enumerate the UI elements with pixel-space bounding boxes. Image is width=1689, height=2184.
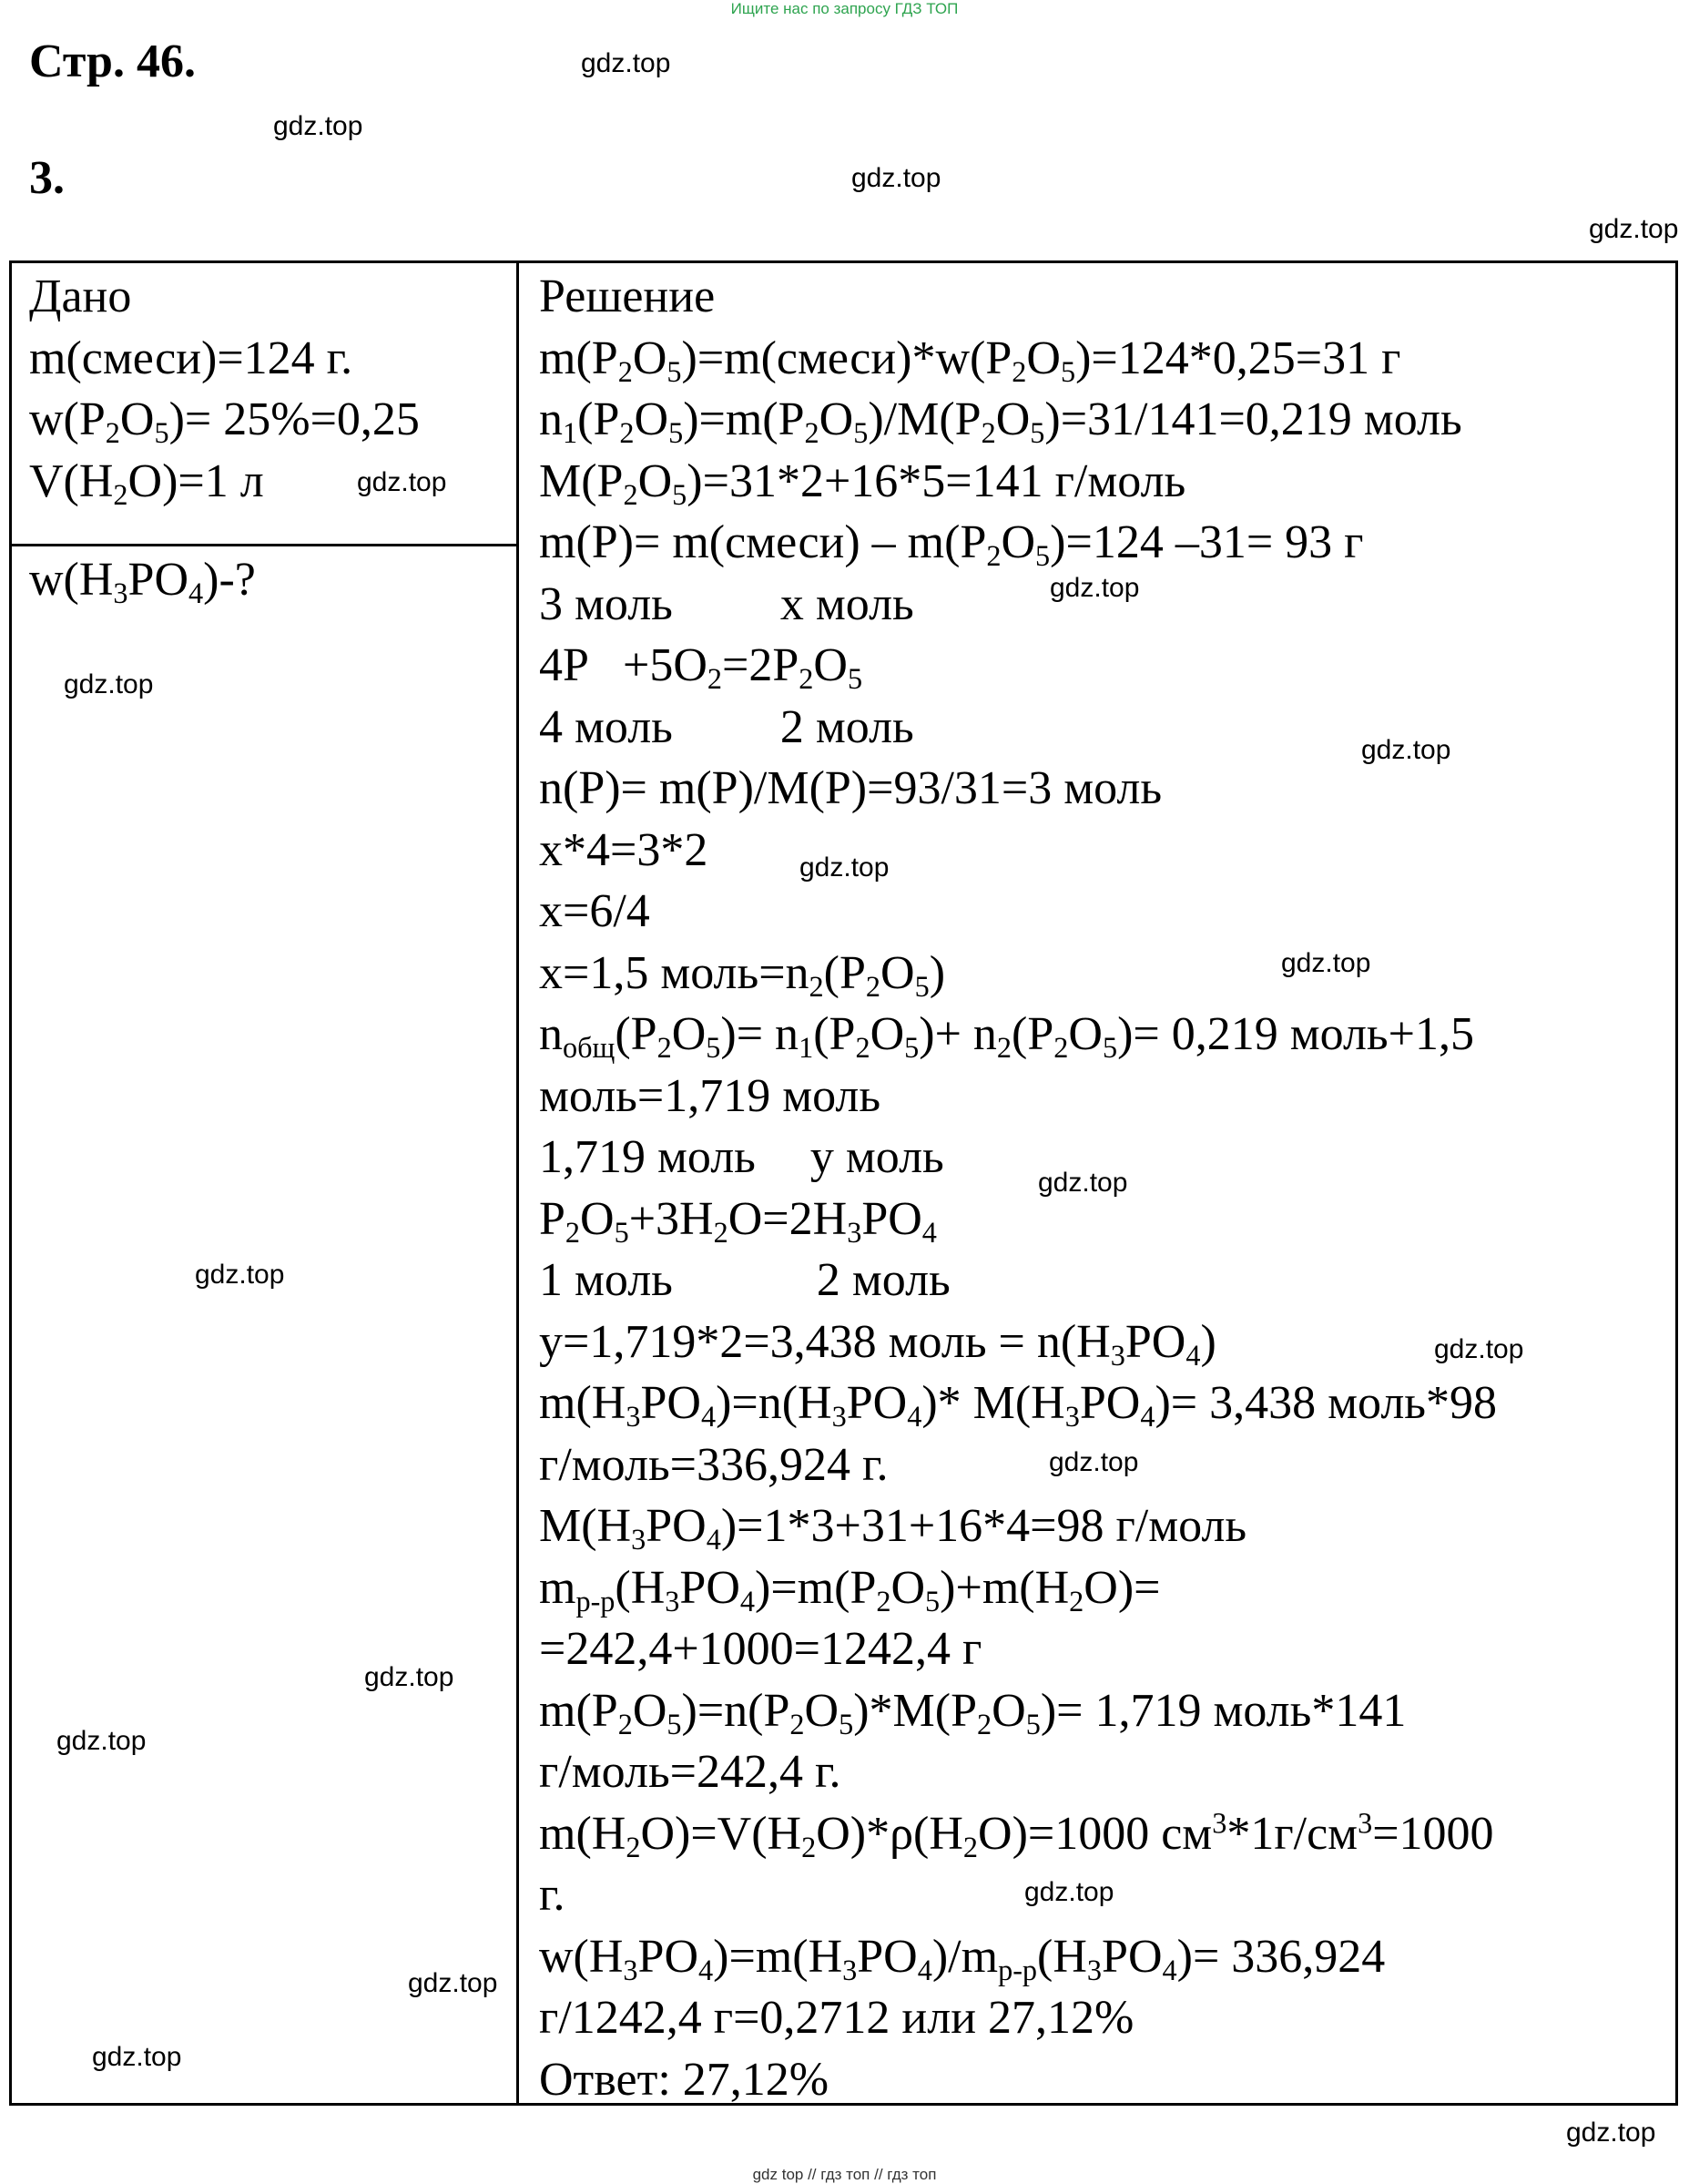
watermark: gdz.top	[408, 1968, 498, 1998]
watermark: gdz.top	[1589, 214, 1679, 244]
solution-line: 3 моль x моль	[539, 577, 914, 630]
given-mass-mixture: m(смеси)=124 г.	[29, 332, 353, 384]
watermark: gdz.top	[581, 48, 671, 78]
solution-line: 1,719 моль y моль	[539, 1131, 944, 1183]
watermark: gdz.top	[1361, 735, 1451, 765]
given-find-divider	[9, 544, 519, 546]
solution-line: x*4=3*2	[539, 823, 708, 876]
solution-line: моль=1,719 моль	[539, 1069, 881, 1122]
solution-heading: Решение	[539, 270, 716, 322]
watermark: gdz.top	[273, 111, 363, 141]
solution-line: $m(P_2O_5)=n(P_2O_5)*M(P_2O_5)= 1,719$ моль*141	[539, 1684, 1407, 1740]
watermark: gdz.top	[56, 1726, 147, 1756]
watermark: gdz.top	[1434, 1334, 1524, 1364]
solution-line: $P_2O_5+3H_2O=2H_3PO_4$	[539, 1192, 937, 1249]
watermark: gdz.top	[851, 163, 941, 193]
solution-line: $m(P_2O_5)=m(смеси)*w(P_2O_5)=124*0,25=31$ г	[539, 332, 1401, 388]
solution-line: $4P +5O_2=2P_2O_5$	[539, 639, 863, 696]
top-banner[interactable]: Ищите нас по запросу ГДЗ ТОП	[730, 0, 959, 17]
watermark: gdz.top	[1049, 1447, 1139, 1477]
solution-line: г/1242,4 г=0,2712 или 27,12%	[539, 1992, 1134, 2044]
task-number: 3.	[29, 152, 65, 204]
page-title: Стр. 46.	[29, 36, 196, 87]
footer-links[interactable]: gdz top // гдз топ // гдз топ	[752, 2166, 937, 2183]
solution-line: $m_{р-р}(H_3PO_4)=m(P_2O_5)+m(H_2O)=$	[539, 1561, 1161, 1618]
watermark: gdz.top	[195, 1260, 285, 1290]
solution-line: $m(H_3PO_4)=n(H_3PO_4)*$ $M(H_3PO_4)= 3,438$ моль*98	[539, 1377, 1497, 1434]
solution-line: n(P)= m(P)/M(P)=93/31=3 моль	[539, 762, 1163, 814]
solution-line: y=1,719*2=3,438 моль = $n(H_3PO_4)$	[539, 1315, 1216, 1372]
solution-line: m(P)= m(смеси) – $m(P_2O_5)=124$ –31= 93 г	[539, 516, 1364, 573]
given-water-volume: $V(H_2O)=1$ л	[29, 454, 264, 511]
watermark: gdz.top	[1038, 1168, 1128, 1198]
table-column-divider	[516, 260, 519, 2106]
given-mass-fraction: $w(P_2O_5)= 25\%=0,25$	[29, 393, 420, 450]
solution-line: $w(H_3PO_4)=m(H_3PO_4)/m_{р-р}(H_3PO_4)= 336,924$	[539, 1930, 1386, 1986]
solution-cell	[539, 266, 1664, 2110]
solution-line: г.	[539, 1869, 565, 1921]
find-cell	[29, 549, 256, 611]
find-unknown: $w(H_3PO_4)-$?	[29, 554, 256, 610]
watermark: gdz.top	[1566, 2118, 1656, 2148]
solution-line: г/моль=242,4 г.	[539, 1746, 841, 1798]
given-heading: Дано	[29, 270, 132, 322]
watermark: gdz.top	[357, 467, 447, 497]
solution-line: =242,4+1000=1242,4 г	[539, 1623, 982, 1675]
watermark: gdz.top	[92, 2042, 182, 2072]
solution-line: $n_{общ}(P_2O_5)= n_1(P_2O_5)+ n_2(P_2O_5)= 0,219$ моль+1,5	[539, 1008, 1474, 1065]
watermark: gdz.top	[1281, 948, 1371, 978]
solution-line: x=1,5 $моль=n_2(P_2O_5)$	[539, 946, 946, 1003]
watermark: gdz.top	[799, 852, 890, 883]
solution-line: $m(H_2O)=V(H_2O)*\rho(H_2O)=1000$ $см^3*1г/см^3=1000$	[539, 1805, 1494, 1863]
solution-line: $n_1(P_2O_5)=m(P_2O_5)/M(P_2O_5)=31/141=0,219$ моль	[539, 393, 1462, 450]
solution-line: 1 моль 2 моль	[539, 1254, 951, 1306]
answer-line: Ответ: 27,12%	[539, 2053, 829, 2106]
given-cell	[29, 266, 420, 512]
solution-line: г/моль=336,924 г.	[539, 1438, 889, 1491]
watermark: gdz.top	[1050, 573, 1140, 603]
solution-line: $M(H_3PO_4)=1*3+31+16*4=98$ г/моль	[539, 1500, 1247, 1556]
watermark: gdz.top	[1024, 1877, 1114, 1907]
solution-line: 4 моль 2 моль	[539, 700, 914, 753]
solution-line: $M(P_2O_5)=31*2+16*5=141$ г/моль	[539, 454, 1186, 511]
watermark: gdz.top	[64, 669, 154, 699]
watermark: gdz.top	[364, 1662, 454, 1692]
solution-line: x=6/4	[539, 885, 650, 937]
